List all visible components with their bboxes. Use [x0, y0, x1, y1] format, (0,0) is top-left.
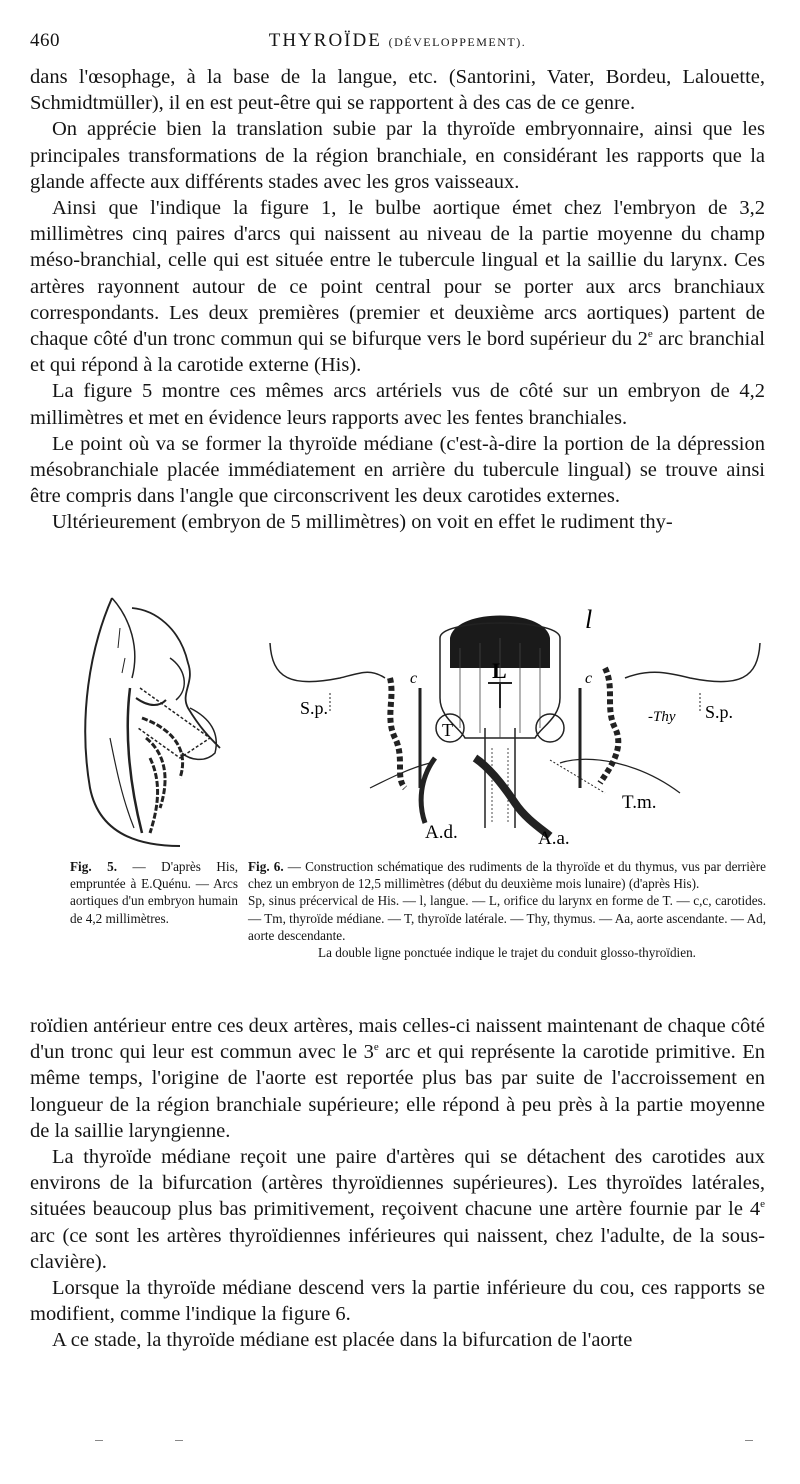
fig5-caption — [70, 858, 238, 927]
paragraph: On apprécie bien la translation subie par la thyroïde embryonnaire, ainsi que les principales transformations de la région branchiale, en considérant les rapports que la glande affecte aux différents stades avec les gros vaisseaux. — [30, 118, 765, 193]
paragraph: Le point où va se former la thyroïde médiane (c'est-à-dire la portion de la dépression mésobranchiale placée immédiatement en arrière du tubercule lingual) se trouve ainsi être compris dans l'angle que circonscrivent les deux carotides externes. — [30, 432, 765, 508]
label-sp-left: S.p. — [300, 698, 329, 718]
label-thy: -Thy — [648, 709, 676, 725]
label-L: L — [492, 658, 507, 683]
paragraph: La figure 5 montre ces mêmes arcs artériels vus de côté sur un embryon de 4,2 millimètres et met en évidence leurs rapports avec les fentes branchiales. — [30, 380, 765, 429]
superscript: e — [373, 1041, 379, 1054]
label-c-right: c — [585, 670, 593, 687]
running-title-sub: (DÉVELOPPEMENT). — [388, 35, 527, 49]
fig6-caption-line2: Sp, sinus précervical de His. — l, langue. — L, orifice du larynx en forme de T. — c,c, carotides. — Tm, thyroïde médiane. — T, thyroïde latérale. — Thy, thymus. — Aa, aorte ascendante. — Ad, aorte descendante. — [248, 893, 766, 943]
figures — [60, 588, 770, 850]
paragraph: dans l'œsophage, à la base de la langue, etc. (Santorini, Vater, Bordeu, Lalouette, Schmidtmüller), il en est peut-être qui se rapportent à des cas de ce genre. — [30, 66, 765, 115]
superscript: e — [760, 1198, 765, 1211]
running-title — [30, 30, 765, 52]
footer-mark — [745, 1440, 753, 1441]
fig5-caption-label: Fig. 5. — [70, 859, 117, 874]
running-title-main: THYROÏDE — [268, 30, 382, 51]
body-text-bottom — [30, 1013, 765, 1354]
footer-mark — [175, 1440, 183, 1441]
paragraph: Lorsque la thyroïde médiane descend vers la partie inférieure du cou, ces rapports se modifient, comme l'indique la figure 6. — [30, 1277, 765, 1326]
paragraph-text: arc (ce sont les artères thyroïdiennes inférieures qui naissent, chez l'adulte, de la sous-clavière). — [30, 1224, 765, 1273]
label-sp-right: S.p. — [705, 702, 734, 722]
label-T: T — [442, 720, 453, 740]
label-ad: A.d. — [425, 822, 458, 843]
page-number: 460 — [30, 30, 60, 51]
fig6-caption-text: — Construction schématique des rudiments de la thyroïde et du thymus, vus par derrière chez un embryon de 12,5 millimètres (début du deuxième mois lunaire) (d'après His). — [248, 859, 766, 892]
fig5-illustration — [70, 588, 230, 850]
fig6-caption-label: Fig. 6. — [248, 859, 284, 874]
fig6-caption-line3: La double ligne ponctuée indique le trajet du conduit glosso-thyroïdien. — [318, 945, 696, 961]
page-header — [30, 30, 765, 54]
fig6-caption — [248, 858, 766, 961]
paragraph-text: arc et qui représente la carotide primitive. En même temps, l'origine de l'aorte est reportée plus bas par suite de l'accroissement en longueur de la région branchiale supérieure; elle répond à peu près à la partie moyenne de la saillie laryngienne. — [30, 1041, 765, 1142]
label-tm: T.m. — [622, 792, 657, 813]
paragraph-text: roïdien antérieur entre ces deux artères, mais celles-ci naissent maintenant de chaque côté d'un tronc qui leur est commun avec le 3 — [30, 1015, 765, 1064]
superscript: e — [647, 328, 653, 341]
paragraph — [30, 195, 765, 378]
fig6-illustration — [260, 588, 770, 850]
paragraph: A ce stade, la thyroïde médiane est placée dans la bifurcation de l'aorte — [52, 1329, 633, 1352]
paragraph-text: arc branchial et qui répond à la carotide externe (His). — [30, 328, 765, 377]
footer-mark — [95, 1440, 103, 1441]
paragraph-text: La thyroïde médiane reçoit une paire d'artères qui se détachent des carotides aux environs de la bifurcation (artères thyroïdiennes supérieures). Les thyroïdes latérales, situées beaucoup plus bas primitivement, reçoivent chacune une artère fournie par le 4 — [30, 1146, 765, 1221]
paragraph — [30, 1144, 765, 1275]
label-c-left: c — [410, 670, 418, 687]
label-aa: A.a. — [538, 828, 570, 849]
fig5-caption-text: — D'après His, empruntée à E.Quénu. — Arcs aortiques d'un embryon humain de 4,2 millimètres. — [70, 859, 238, 926]
paragraph-text: Ainsi que l'indique la figure 1, le bulbe aortique émet chez l'embryon de 3,2 millimètres cinq paires d'arcs qui naissent au niveau de la partie moyenne du champ méso-branchial, celle qui est située entre le tubercule lingual et la saillie du larynx. Ces artères rayonnent autour de ce point central pour se porter aux arcs branchiaux correspondants. Les deux premières (premier et deuxième arcs aortiques) partent de chaque côté d'un tronc commun qui se bifurque vers le bord supérieur du 2 — [30, 197, 765, 351]
paragraph — [30, 1013, 765, 1144]
label-l: l — [585, 605, 593, 634]
paragraph: Ultérieurement (embryon de 5 millimètres) on voit en effet le rudiment thy- — [52, 511, 673, 534]
body-text-top — [30, 64, 765, 536]
footer-marks — [95, 1440, 755, 1450]
fig6-caption-line1 — [248, 858, 766, 892]
